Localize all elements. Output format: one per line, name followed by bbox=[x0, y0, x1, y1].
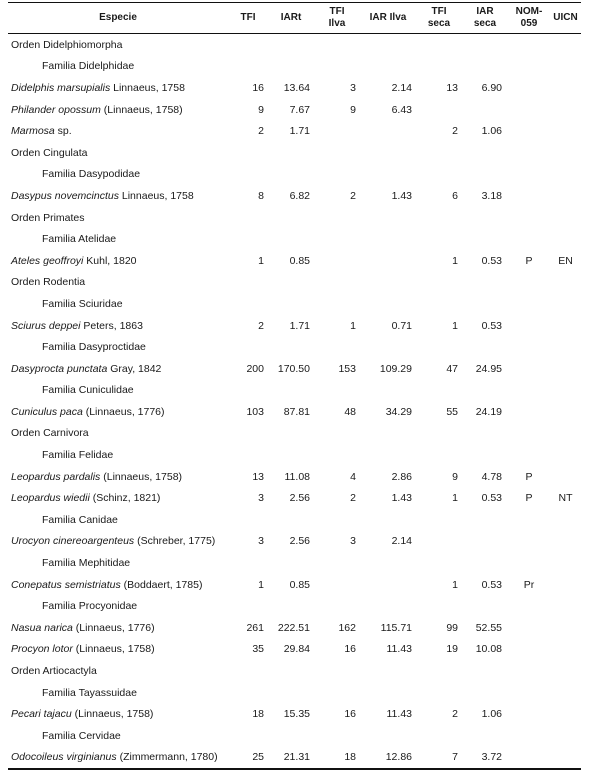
cell-nom bbox=[508, 185, 550, 207]
cell-iar-ilva: 109.29 bbox=[379, 362, 412, 375]
familia-row bbox=[8, 228, 581, 250]
cell-uicn bbox=[550, 185, 581, 207]
species-author: (Zimmermann, 1780) bbox=[116, 751, 218, 764]
cell-iart: 2.56 bbox=[289, 535, 310, 548]
orden-row bbox=[8, 142, 581, 164]
familia-row bbox=[8, 56, 581, 78]
cell-iar-ilva: 12.86 bbox=[360, 747, 416, 770]
cell-tfi-seca: 13 bbox=[446, 81, 458, 94]
cell-nom: Pr bbox=[523, 578, 535, 591]
species-name bbox=[8, 120, 228, 142]
species-binomial: Leopardus wiedii bbox=[11, 492, 90, 505]
cell-tfi-ilva: 48 bbox=[344, 405, 356, 418]
cell-nom bbox=[508, 703, 550, 725]
familia-label: Familia Tayassuidae bbox=[42, 686, 137, 699]
species-name bbox=[8, 77, 228, 99]
header-nom-line2: 059 bbox=[520, 18, 538, 29]
species-row bbox=[8, 639, 581, 661]
header-iar-seca-line1: IAR bbox=[476, 6, 494, 17]
species-binomial: Odocoileus virginianus bbox=[11, 751, 117, 764]
cell-nom bbox=[508, 77, 550, 99]
cell-iar-seca bbox=[462, 99, 508, 121]
orden-row bbox=[8, 272, 581, 294]
cell-tfi-seca bbox=[416, 531, 462, 553]
species-author: (Boddaert, 1785) bbox=[120, 578, 203, 591]
species-author: sp. bbox=[54, 125, 72, 138]
species-author: Kuhl, 1820 bbox=[83, 254, 137, 267]
cell-tfi-seca: 47 bbox=[446, 362, 458, 375]
species-name bbox=[8, 531, 228, 553]
species-binomial: Pecari tajacu bbox=[11, 708, 72, 721]
species-binomial: Nasua narica bbox=[11, 621, 73, 634]
species-binomial: Sciurus deppei bbox=[11, 319, 81, 332]
cell-iar-ilva: 115.71 bbox=[380, 621, 412, 634]
species-name bbox=[8, 99, 228, 121]
species-row bbox=[8, 617, 581, 639]
cell-nom bbox=[508, 747, 550, 770]
orden-label: Orden Cingulata bbox=[11, 146, 88, 159]
species-row bbox=[8, 185, 581, 207]
cell-tfi-seca: 2 bbox=[452, 125, 458, 138]
header-iart: IARt bbox=[268, 3, 314, 34]
species-author: (Linnaeus, 1758) bbox=[71, 708, 154, 721]
cell-tfi: 1 bbox=[258, 578, 264, 591]
orden-row bbox=[8, 207, 581, 229]
species-row bbox=[8, 531, 581, 553]
familia-label: Familia Dasypodidae bbox=[42, 168, 141, 181]
species-name bbox=[8, 617, 228, 639]
cell-nom bbox=[508, 358, 550, 380]
cell-uicn bbox=[550, 401, 581, 423]
species-table bbox=[8, 2, 581, 770]
cell-iar-ilva bbox=[360, 250, 416, 272]
table-header bbox=[8, 3, 581, 34]
cell-uicn: NT bbox=[558, 492, 573, 505]
species-row bbox=[8, 99, 581, 121]
orden-label: Orden Primates bbox=[11, 211, 85, 224]
species-author: Gray, 1842 bbox=[107, 362, 162, 375]
cell-iart: 0.85 bbox=[289, 578, 310, 591]
table-body bbox=[8, 34, 581, 770]
cell-tfi: 16 bbox=[252, 81, 264, 94]
cell-nom bbox=[508, 315, 550, 337]
cell-iar-ilva: 2.14 bbox=[391, 81, 412, 94]
cell-iar-seca: 1.06 bbox=[481, 708, 502, 721]
species-row bbox=[8, 120, 581, 142]
cell-iart: 2.56 bbox=[289, 492, 310, 505]
cell-tfi-seca: 1 bbox=[452, 254, 458, 267]
orden-label: Orden Didelphiomorpha bbox=[11, 38, 123, 51]
species-name bbox=[8, 747, 228, 770]
cell-uicn bbox=[550, 639, 581, 661]
familia-label: Familia Sciuridae bbox=[42, 297, 123, 310]
cell-iar-ilva: 6.43 bbox=[391, 103, 412, 116]
header-tfi-seca bbox=[416, 3, 462, 34]
species-row bbox=[8, 703, 581, 725]
header-tfi-seca-line1: TFI bbox=[431, 6, 447, 17]
cell-iar-ilva: 11.43 bbox=[386, 643, 412, 656]
species-binomial: Dasypus novemcinctus bbox=[11, 189, 119, 202]
cell-iart: 222.51 bbox=[277, 621, 310, 634]
cell-iar-seca: 3.18 bbox=[481, 189, 502, 202]
cell-iart: 87.81 bbox=[283, 405, 310, 418]
cell-iar-seca: 0.53 bbox=[481, 578, 502, 591]
cell-tfi: 2 bbox=[258, 125, 264, 138]
species-name bbox=[8, 250, 228, 272]
cell-tfi-ilva bbox=[314, 120, 360, 142]
cell-tfi: 1 bbox=[258, 254, 264, 267]
cell-nom bbox=[508, 99, 550, 121]
cell-iar-seca bbox=[462, 531, 508, 553]
familia-row bbox=[8, 595, 581, 617]
cell-iar-seca: 0.53 bbox=[481, 254, 502, 267]
species-name bbox=[8, 466, 228, 488]
cell-uicn bbox=[550, 747, 581, 770]
cell-iar-ilva bbox=[360, 574, 416, 596]
cell-uicn bbox=[550, 99, 581, 121]
familia-row bbox=[8, 380, 581, 402]
cell-iar-seca: 0.53 bbox=[481, 492, 502, 505]
cell-uicn bbox=[550, 703, 581, 725]
species-binomial: Conepatus semistriatus bbox=[11, 578, 121, 591]
cell-tfi: 13 bbox=[252, 470, 264, 483]
header-iar-seca bbox=[462, 3, 508, 34]
header-tfi-ilva-line1: TFI bbox=[329, 6, 345, 17]
cell-tfi: 18 bbox=[252, 708, 264, 721]
cell-nom bbox=[508, 120, 550, 142]
species-author: (Linnaeus, 1758) bbox=[100, 470, 183, 483]
cell-tfi: 3 bbox=[258, 492, 264, 505]
cell-nom bbox=[508, 617, 550, 639]
species-name bbox=[8, 574, 228, 596]
orden-row bbox=[8, 34, 581, 56]
species-row bbox=[8, 77, 581, 99]
cell-tfi: 103 bbox=[246, 405, 264, 418]
cell-tfi: 35 bbox=[252, 643, 264, 656]
cell-iart: 7.67 bbox=[289, 103, 310, 116]
cell-uicn bbox=[550, 315, 581, 337]
familia-row bbox=[8, 293, 581, 315]
familia-row bbox=[8, 444, 581, 466]
species-binomial: Leopardus pardalis bbox=[11, 470, 101, 483]
species-author: Linnaeus, 1758 bbox=[110, 81, 185, 94]
cell-iart: 21.31 bbox=[268, 747, 314, 770]
familia-label: Familia Felidae bbox=[42, 449, 114, 462]
cell-iart: 13.64 bbox=[283, 81, 310, 94]
cell-nom: P bbox=[525, 470, 533, 483]
cell-tfi-seca: 7 bbox=[416, 747, 462, 770]
species-row bbox=[8, 466, 581, 488]
header-tfi-ilva-line2: Ilva bbox=[328, 18, 346, 29]
cell-tfi-seca: 55 bbox=[446, 405, 458, 418]
cell-iar-ilva: 0.71 bbox=[391, 319, 412, 332]
species-binomial: Didelphis marsupialis bbox=[11, 81, 111, 94]
cell-nom bbox=[508, 531, 550, 553]
familia-label: Familia Mephitidae bbox=[42, 557, 131, 570]
familia-label: Familia Cuniculidae bbox=[42, 384, 134, 397]
cell-iar-seca: 52.55 bbox=[475, 621, 502, 634]
cell-tfi-ilva: 162 bbox=[338, 621, 356, 634]
cell-tfi-ilva: 3 bbox=[350, 81, 356, 94]
species-name bbox=[8, 487, 228, 509]
familia-row bbox=[8, 552, 581, 574]
cell-iar-ilva bbox=[360, 120, 416, 142]
cell-iar-seca: 10.08 bbox=[475, 643, 502, 656]
header-tfi: TFI bbox=[228, 3, 268, 34]
cell-tfi-ilva: 16 bbox=[344, 708, 356, 721]
cell-iar-ilva: 34.29 bbox=[385, 405, 412, 418]
cell-uicn bbox=[550, 358, 581, 380]
orden-label: Orden Carnivora bbox=[11, 427, 89, 440]
species-name bbox=[8, 315, 228, 337]
header-iar-seca-line2: seca bbox=[473, 18, 497, 29]
cell-nom bbox=[508, 639, 550, 661]
cell-tfi-ilva bbox=[314, 250, 360, 272]
cell-tfi-seca: 2 bbox=[452, 708, 458, 721]
species-name bbox=[8, 358, 228, 380]
familia-label: Familia Didelphidae bbox=[42, 60, 135, 73]
species-binomial: Cuniculus paca bbox=[11, 405, 83, 418]
familia-row bbox=[8, 509, 581, 531]
cell-uicn bbox=[550, 574, 581, 596]
orden-row bbox=[8, 660, 581, 682]
cell-iar-seca: 1.06 bbox=[481, 125, 502, 138]
species-author: (Linnaeus, 1758) bbox=[72, 643, 155, 656]
cell-tfi-ilva: 3 bbox=[350, 535, 356, 548]
cell-iar-seca: 24.19 bbox=[475, 405, 502, 418]
species-author: Linnaeus, 1758 bbox=[118, 189, 194, 202]
cell-nom: P bbox=[525, 254, 533, 267]
familia-label: Familia Cervidae bbox=[42, 729, 121, 742]
cell-tfi-seca: 99 bbox=[446, 621, 458, 634]
cell-tfi-seca: 9 bbox=[452, 470, 458, 483]
cell-tfi-seca: 6 bbox=[452, 189, 458, 202]
species-row bbox=[8, 747, 581, 770]
cell-tfi-seca: 1 bbox=[452, 578, 458, 591]
cell-iar-ilva: 2.86 bbox=[391, 470, 412, 483]
cell-tfi: 261 bbox=[246, 621, 264, 634]
cell-iar-seca: 6.90 bbox=[481, 81, 502, 94]
header-tfi-seca-line2: seca bbox=[427, 18, 451, 29]
familia-row bbox=[8, 336, 581, 358]
cell-iar-ilva: 1.43 bbox=[391, 189, 412, 202]
species-name bbox=[8, 401, 228, 423]
cell-tfi: 8 bbox=[258, 189, 264, 202]
header-iar-ilva: IAR Ilva bbox=[360, 3, 416, 34]
species-author: (Schinz, 1821) bbox=[89, 492, 161, 505]
species-binomial: Marmosa bbox=[11, 125, 55, 138]
cell-iart: 29.84 bbox=[283, 643, 310, 656]
cell-tfi: 200 bbox=[246, 362, 264, 375]
cell-tfi-ilva: 2 bbox=[350, 492, 356, 505]
cell-tfi-seca: 19 bbox=[446, 643, 458, 656]
cell-iar-seca: 24.95 bbox=[475, 362, 502, 375]
cell-iar-seca: 0.53 bbox=[481, 319, 502, 332]
cell-iart: 15.35 bbox=[283, 708, 310, 721]
header-nom bbox=[508, 3, 550, 34]
species-author: (Schreber, 1775) bbox=[134, 535, 216, 548]
familia-row bbox=[8, 164, 581, 186]
species-row bbox=[8, 487, 581, 509]
cell-tfi-ilva: 4 bbox=[350, 470, 356, 483]
cell-tfi-seca bbox=[416, 99, 462, 121]
cell-uicn: EN bbox=[558, 254, 573, 267]
header-nom-line1: NOM- bbox=[515, 6, 543, 17]
species-binomial: Ateles geoffroyi bbox=[11, 254, 84, 267]
cell-uicn bbox=[550, 531, 581, 553]
species-name bbox=[8, 703, 228, 725]
cell-uicn bbox=[550, 120, 581, 142]
familia-label: Familia Procyonidae bbox=[42, 600, 138, 613]
species-row bbox=[8, 315, 581, 337]
cell-tfi-ilva: 16 bbox=[344, 643, 356, 656]
cell-tfi-seca: 1 bbox=[452, 319, 458, 332]
species-name bbox=[8, 185, 228, 207]
cell-iart: 11.08 bbox=[284, 470, 310, 483]
species-name bbox=[8, 639, 228, 661]
familia-row bbox=[8, 725, 581, 747]
cell-iar-ilva: 11.43 bbox=[386, 708, 412, 721]
orden-label: Orden Artiocactyla bbox=[11, 665, 97, 678]
species-author: Peters, 1863 bbox=[80, 319, 143, 332]
cell-tfi-ilva: 18 bbox=[314, 747, 360, 770]
species-author: (Linnaeus, 1776) bbox=[72, 621, 155, 634]
cell-iar-ilva: 1.43 bbox=[391, 492, 412, 505]
familia-label: Familia Dasyproctidae bbox=[42, 341, 146, 354]
cell-tfi: 9 bbox=[258, 103, 264, 116]
species-row bbox=[8, 574, 581, 596]
header-tfi-ilva bbox=[314, 3, 360, 34]
familia-label: Familia Atelidae bbox=[42, 233, 117, 246]
cell-tfi: 25 bbox=[228, 747, 268, 770]
header-especie: Especie bbox=[8, 3, 228, 34]
species-binomial: Urocyon cinereoargenteus bbox=[11, 535, 135, 548]
orden-row bbox=[8, 423, 581, 445]
cell-iart: 0.85 bbox=[289, 254, 310, 267]
cell-uicn bbox=[550, 617, 581, 639]
cell-iart: 170.50 bbox=[277, 362, 310, 375]
cell-tfi: 2 bbox=[258, 319, 264, 332]
species-author: (Linnaeus, 1776) bbox=[82, 405, 165, 418]
species-row bbox=[8, 250, 581, 272]
familia-row bbox=[8, 682, 581, 704]
species-row bbox=[8, 358, 581, 380]
cell-tfi-ilva: 9 bbox=[350, 103, 356, 116]
cell-tfi-ilva: 1 bbox=[350, 319, 356, 332]
cell-iart: 6.82 bbox=[289, 189, 310, 202]
cell-iart: 1.71 bbox=[289, 125, 310, 138]
cell-nom: P bbox=[525, 492, 533, 505]
species-binomial: Dasyprocta punctata bbox=[11, 362, 108, 375]
cell-iar-ilva: 2.14 bbox=[391, 535, 412, 548]
cell-uicn bbox=[550, 466, 581, 488]
cell-tfi-ilva bbox=[314, 574, 360, 596]
header-uicn: UICN bbox=[550, 3, 581, 34]
cell-tfi-ilva: 2 bbox=[350, 189, 356, 202]
species-binomial: Philander opossum bbox=[11, 103, 101, 116]
familia-label: Familia Canidae bbox=[42, 513, 118, 526]
cell-nom bbox=[508, 401, 550, 423]
species-row bbox=[8, 401, 581, 423]
cell-iar-seca: 4.78 bbox=[481, 470, 502, 483]
species-binomial: Procyon lotor bbox=[11, 643, 73, 656]
species-author: (Linnaeus, 1758) bbox=[100, 103, 183, 116]
cell-tfi-ilva: 153 bbox=[338, 362, 356, 375]
cell-iar-seca: 3.72 bbox=[462, 747, 508, 770]
cell-uicn bbox=[550, 77, 581, 99]
orden-label: Orden Rodentia bbox=[11, 276, 86, 289]
cell-tfi: 3 bbox=[258, 535, 264, 548]
cell-iart: 1.71 bbox=[289, 319, 310, 332]
cell-tfi-seca: 1 bbox=[452, 492, 458, 505]
